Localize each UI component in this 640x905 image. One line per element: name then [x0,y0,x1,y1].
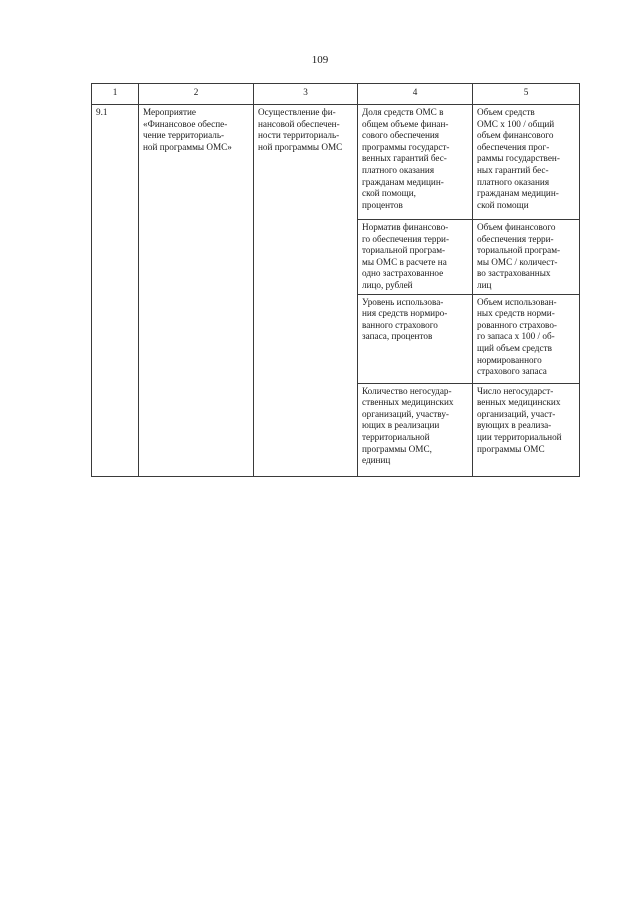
indicator-name: Доля средств ОМС в общем объеме финан- сового обеспечения программы государст- венных гарантий бес- платного оказания гражданам медицин- ской помощи, процентов [362,107,450,210]
indicator-formula: Объем использован- ных средств норми- рованного страхово- го запаса x 100 / об- щий объем средств нормированного страхового запаса [477,296,557,377]
indicator-formula-cell [473,105,580,220]
indicator-formula: Объем средств ОМС x 100 / общий объем финансового обеспечения прог- раммы государствен- ных гарантий бес- платного оказания гражданам медицин- ской помощи [477,107,560,210]
table-row [92,105,580,220]
description-cell [254,105,358,477]
table-header-cell: 4 [358,84,473,105]
page-number: 109 [311,54,329,66]
event-cell [139,105,254,477]
table-header-cell: 2 [139,84,254,105]
indicator-formula: Объем финансового обеспечения терри- ториальной програм- мы ОМС / количест- во застрахованных лиц [477,222,561,290]
indicator-formula: Число негосударст- венных медицинских организаций, участ- вующих в реализа- ции территориальной программы ОМС [477,385,562,454]
indicator-formula-cell [473,294,580,383]
indicator-name-cell [358,105,473,220]
table-header-cell: 5 [473,84,580,105]
indicator-name: Количество негосудар- ственных медицинских организаций, участву- ющих в реализации территориальной программы ОМС, единиц [362,385,454,466]
indicator-name: Уровень использова- ния средств нормиро- ванного страхового запаса, процентов [362,296,448,342]
event-description: Осуществление фи- нансовой обеспечен- ности территориаль- ной программы ОМС [258,107,343,152]
indicator-name-cell [358,220,473,295]
table-header-cell: 1 [92,84,139,105]
indicator-name: Норматив финансово- го обеспечения терри- ториальной програм- мы ОМС в расчете на одно застрахованное лицо, рублей [362,222,450,290]
table-header-row [92,84,580,105]
indicator-name-cell [358,383,473,476]
table-header-cell: 3 [254,84,358,105]
row-number-cell [92,105,139,477]
indicator-formula-cell [473,220,580,295]
indicator-formula-cell [473,383,580,476]
event-name: Мероприятие «Финансовое обеспе- чение территориаль- ной программы ОМС» [143,107,232,152]
indicator-table [91,83,580,477]
indicator-name-cell [358,294,473,383]
row-number: 9.1 [96,107,108,117]
